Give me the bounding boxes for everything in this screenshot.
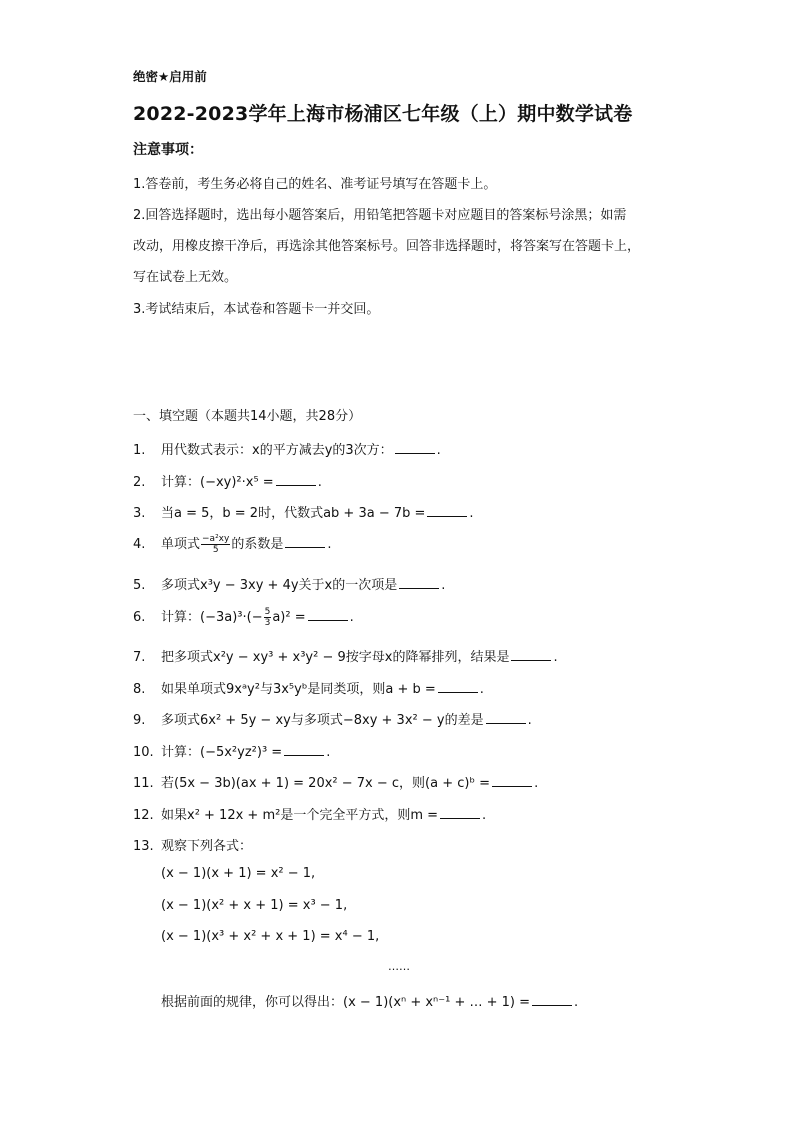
- answer-blank[interactable]: [399, 578, 439, 589]
- question-number: 10.: [133, 745, 154, 760]
- question-1: 1. 用代数式表示：x的平方减去y的3次方： .: [133, 443, 441, 458]
- answer-blank[interactable]: [511, 650, 551, 661]
- equation-line: (x − 1)(x² + x + 1) = x³ − 1,: [161, 898, 348, 913]
- question-text: 如果单项式9xᵃy²与3x⁵yᵇ是同类项，则a + b =: [161, 682, 436, 697]
- answer-blank[interactable]: [438, 682, 478, 693]
- equation-line: (x − 1)(x³ + x² + x + 1) = x⁴ − 1,: [161, 929, 380, 944]
- question-number: 6.: [133, 610, 146, 625]
- question-number: 7.: [133, 650, 146, 665]
- question-text: 的系数是: [231, 537, 284, 552]
- question-text: 单项式: [161, 537, 201, 552]
- note-line: 3.考试结束后，本试卷和答题卡一并交回。: [133, 302, 380, 317]
- question-text: 计算：(−5x²yz²)³ =: [161, 745, 283, 760]
- notes-heading: 注意事项：: [133, 142, 203, 158]
- answer-blank[interactable]: [532, 995, 572, 1006]
- question-text: 当a = 5，b = 2时，代数式ab + 3a − 7b =: [161, 506, 426, 521]
- question-number: 12.: [133, 808, 154, 823]
- question-12: 12. 如果x² + 12x + m²是一个完全平方式，则m = .: [133, 808, 487, 823]
- question-10: 10. 计算：(−5x²yz²)³ = .: [133, 745, 331, 760]
- question-number: 3.: [133, 506, 146, 521]
- question-11: 11. 若(5x − 3b)(ax + 1) = 20x² − 7x − c，则(a + c)ᵇ = .: [133, 776, 539, 791]
- fraction-numerator: −a²xy: [202, 534, 230, 544]
- answer-blank[interactable]: [486, 713, 526, 724]
- exam-title: 2022-2023学年上海市杨浦区七年级（上）期中数学试卷: [133, 103, 633, 125]
- fraction-numerator: 5: [264, 607, 271, 617]
- answer-blank[interactable]: [276, 475, 316, 486]
- answer-blank[interactable]: [285, 537, 325, 548]
- question-number: 11.: [133, 776, 154, 791]
- note-line: 写在试卷上无效。: [133, 270, 238, 285]
- question-text: a)² =: [272, 610, 306, 625]
- answer-blank[interactable]: [440, 808, 480, 819]
- question-text: 用代数式表示：x的平方减去y的3次方：: [161, 443, 393, 458]
- question-13-conclusion: 根据前面的规律，你可以得出：(x − 1)(xⁿ + xⁿ⁻¹ + … + 1) = .: [161, 995, 579, 1010]
- question-8: 8. 如果单项式9xᵃy²与3x⁵yᵇ是同类项，则a + b = .: [133, 682, 484, 697]
- question-7: 7. 把多项式x²y − xy³ + x³y² − 9按字母x的降幂排列，结果是 .: [133, 650, 558, 665]
- question-number: 5.: [133, 578, 146, 593]
- question-number: 1.: [133, 443, 146, 458]
- note-line: 1.答卷前，考生务必将自己的姓名、准考证号填写在答题卡上。: [133, 177, 497, 192]
- question-text: 如果x² + 12x + m²是一个完全平方式，则m =: [161, 808, 439, 823]
- confidential-badge: 绝密★启用前: [133, 69, 207, 84]
- question-text: 计算：(−xy)²·x⁵ =: [161, 475, 274, 490]
- question-text: 多项式6x² + 5y − xy与多项式−8xy + 3x² − y的差是: [161, 713, 484, 728]
- question-3: 3. 当a = 5，b = 2时，代数式ab + 3a − 7b = .: [133, 506, 474, 521]
- question-number: 13.: [133, 839, 154, 854]
- question-number: 4.: [133, 537, 146, 552]
- answer-blank[interactable]: [395, 443, 435, 454]
- question-number: 2.: [133, 475, 146, 490]
- answer-blank[interactable]: [284, 745, 324, 756]
- ellipsis: ……: [388, 960, 410, 973]
- section-heading: 一、填空题（本题共14小题，共28分）: [133, 409, 362, 424]
- equation-line: (x − 1)(x + 1) = x² − 1,: [161, 866, 316, 881]
- question-6: 6. 计算：(−3a)³·(− $\frac{5}{3}$ a)² = .: [133, 607, 354, 628]
- question-text: 若(5x − 3b)(ax + 1) = 20x² − 7x − c，则(a + c)ᵇ =: [161, 776, 491, 791]
- note-line: 改动，用橡皮擦干净后，再选涂其他答案标号。回答非选择题时，将答案写在答题卡上，: [133, 239, 641, 254]
- question-text: 多项式x³y − 3xy + 4y关于x的一次项是: [161, 578, 398, 593]
- question-2: 2. 计算：(−xy)²·x⁵ = .: [133, 475, 322, 490]
- question-number: 8.: [133, 682, 146, 697]
- question-4: 4. 单项式 $\frac{\text{−a²xy}}{5}$ 的系数是 .: [133, 534, 332, 555]
- question-text: 根据前面的规律，你可以得出：(x − 1)(xⁿ + xⁿ⁻¹ + … + 1) =: [161, 995, 530, 1010]
- question-number: 9.: [133, 713, 146, 728]
- fraction-denominator: 3: [264, 618, 271, 628]
- answer-blank[interactable]: [492, 776, 532, 787]
- question-9: 9. 多项式6x² + 5y − xy与多项式−8xy + 3x² − y的差是 .: [133, 713, 532, 728]
- answer-blank[interactable]: [308, 610, 348, 621]
- fraction-denominator: 5: [212, 545, 219, 555]
- question-13: [133, 835, 252, 854]
- fraction: [201, 534, 230, 555]
- question-5: 5. 多项式x³y − 3xy + 4y关于x的一次项是 .: [133, 578, 446, 593]
- answer-blank[interactable]: [427, 506, 467, 517]
- note-line: 2.回答选择题时，选出每小题答案后，用铅笔把答题卡对应题目的答案标号涂黑；如需: [133, 208, 627, 223]
- fraction: [264, 607, 272, 628]
- question-text: 把多项式x²y − xy³ + x³y² − 9按字母x的降幂排列，结果是: [161, 650, 510, 665]
- question-text: 观察下列各式：: [161, 839, 253, 854]
- question-text: 计算：(−3a)³·(−: [161, 610, 263, 625]
